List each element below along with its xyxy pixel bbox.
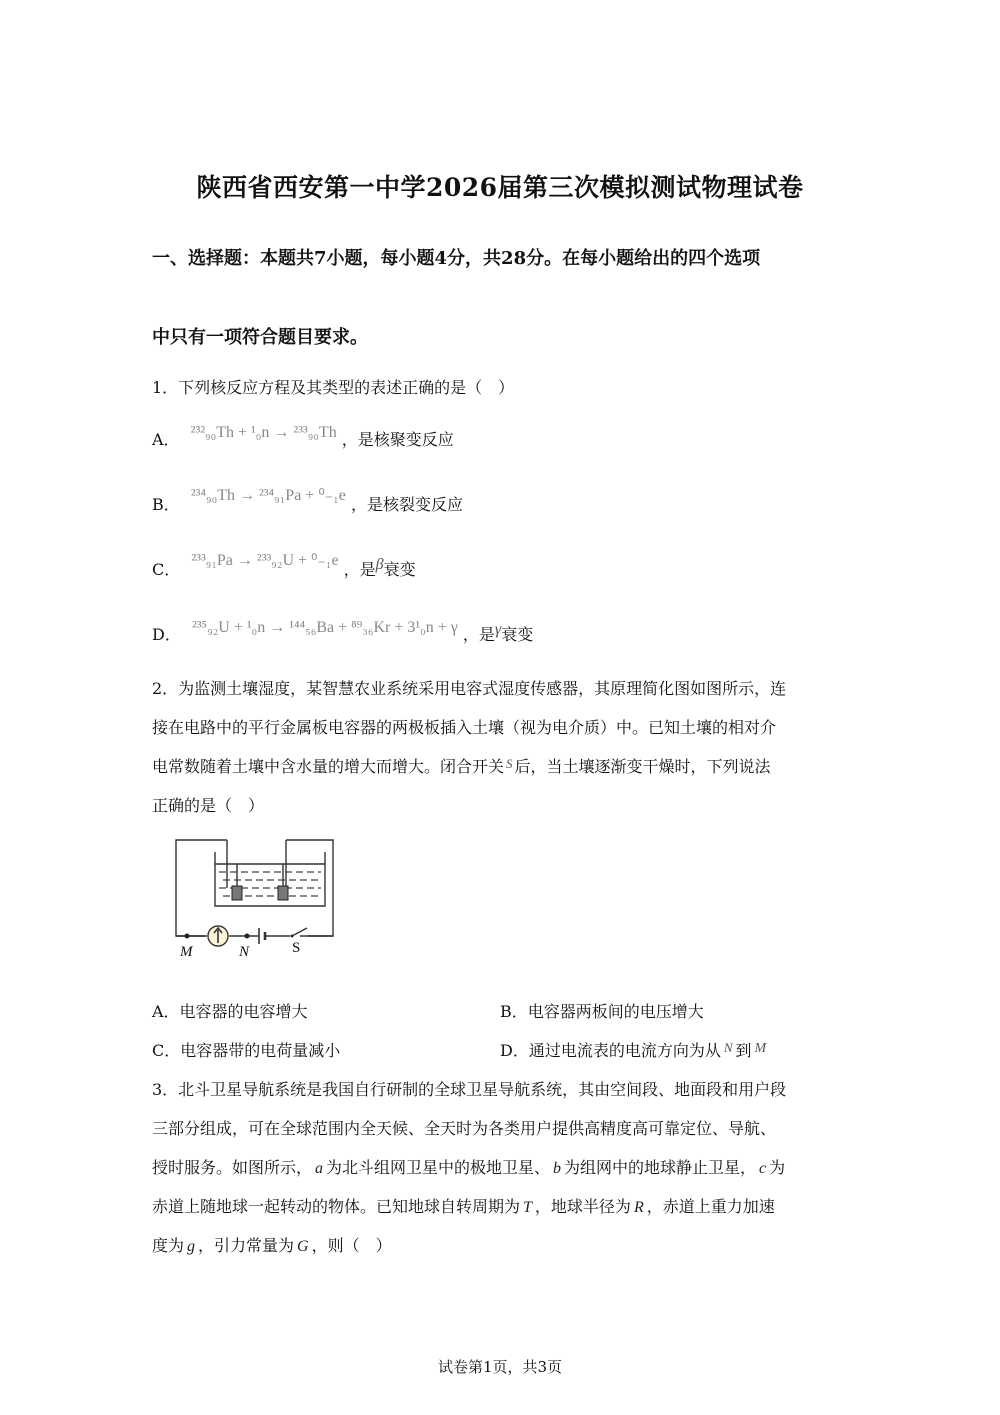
q2-option-d-pre: D．通过电流表的电流方向为从 [500,1041,721,1060]
q2-option-d-mid: 到 [735,1041,752,1060]
q2-line3-pre: 电常数随着土壤中含水量的增大而增大。闭合开关 [152,757,505,776]
q3-line3-text: 授时服务。如图所示， [152,1158,313,1177]
q1-option-a [152,424,454,451]
option-text: ，是核聚变反应 [341,430,454,449]
option-text: ，是 [462,625,495,644]
section-heading-line2: 中只有一项符合题目要求。 [152,327,368,348]
symbol-n: N [723,1040,733,1055]
q3-line5-text: ，引力常量为 [198,1236,295,1255]
q2-line1: 2．为监测土壤湿度，某智慧农业系统采用电容式湿度传感器，其原理简化图如图所示，连 [152,679,787,698]
q2-line3 [152,757,771,778]
node-m [185,934,190,939]
page-title: 陕西省西安第一中学2026届第三次模拟测试物理试卷 [196,173,804,202]
section-heading-line1: 一、选择题：本题共7小题，每小题4分，共28分。在每小题给出的四个选项 [152,248,761,269]
option-text: ，是核裂变反应 [350,495,463,514]
var-b: b [553,1160,562,1177]
var-a: a [315,1160,324,1177]
nuclear-equation: ²³³₉₁Pa → ²³³₉₂U + ⁰₋₁e [191,552,339,569]
q3-line4-text: ，地球半径为 [534,1197,631,1216]
option-label: C． [152,560,181,579]
gamma-symbol: γ [494,621,502,638]
q1-stem: 1．下列核反应方程及其类型的表述正确的是（ ） [152,378,515,397]
q3-line5-text: 度为 [152,1236,185,1255]
right-plate [278,886,288,900]
q2-line4: 正确的是（ ） [152,796,265,815]
q2-option-c: C．电容器带的电荷量减小 [152,1041,341,1060]
q1-option-c [152,552,416,581]
q1-option-b [152,487,463,516]
switch-lever [292,928,307,936]
q3-line5-text: ，则（ ） [311,1236,392,1255]
switch-symbol: S [506,756,513,771]
option-label: A． [152,430,180,449]
q3-line1: 3．北斗卫星导航系统是我国自行研制的全球卫星导航系统，其由空间段、地面段和用户段 [152,1080,787,1099]
q2-line3-post: 后，当土壤逐渐变干燥时，下列说法 [514,757,771,776]
q1-option-d [152,619,534,646]
q3-line3-text: 为北斗组网卫星中的极地卫星、 [326,1158,551,1177]
option-label: B． [152,495,180,514]
q3-line2: 三部分组成，可在全球范围内全天候、全天时为各类用户提供高精度高可靠定位、导航、 [152,1119,777,1138]
option-text-post: 衰变 [501,625,534,644]
var-G: G [297,1238,309,1255]
beta-symbol: β [375,556,384,573]
q2-option-b: B．电容器两板间的电压增大 [500,1002,704,1021]
q3-line4-text: 赤道上随地球一起转动的物体。已知地球自转周期为 [152,1197,521,1216]
label-s: S [292,940,301,956]
q3-line4 [152,1197,775,1218]
q3-line3-text: 为 [769,1158,786,1177]
var-c: c [759,1160,767,1177]
var-t: T [523,1199,532,1216]
q2-line2: 接在电路中的平行金属板电容器的两极板插入土壤（视为电介质）中。已知土壤的相对介 [152,718,777,737]
q3-line5 [152,1236,392,1257]
left-plate [232,886,242,900]
option-text-post: 衰变 [383,560,416,579]
q3-line3 [152,1158,785,1179]
symbol-m: M [754,1041,767,1056]
capacitor-circuit-diagram [165,834,345,964]
option-label: D． [152,625,181,644]
q2-option-a: A．电容器的电容增大 [152,1002,308,1021]
var-g: g [187,1238,196,1255]
q3-line4-text: ，赤道上重力加速 [646,1197,775,1216]
q2-option-d [500,1041,766,1063]
nuclear-equation: ²³⁵₉₂U + ¹₀n → ¹⁴⁴₅₆Ba + ⁸⁹₃₆Kr + 3¹₀n + γ [191,619,458,636]
label-n: N [239,944,250,960]
nuclear-equation: ²³²₉₀Th + ¹₀n → ²³³₉₀Th [190,424,337,441]
option-text: ，是 [343,560,376,579]
label-m: M [180,944,193,960]
nuclear-equation: ²³⁴₉₀Th → ²³⁴₉₁Pa + ⁰₋₁e [190,487,346,504]
page-footer: 试卷第1页，共3页 [437,1358,563,1376]
q3-line3-text: 为组网中的地球静止卫星， [564,1158,757,1177]
var-r: R [633,1199,644,1216]
node-n [245,934,250,939]
